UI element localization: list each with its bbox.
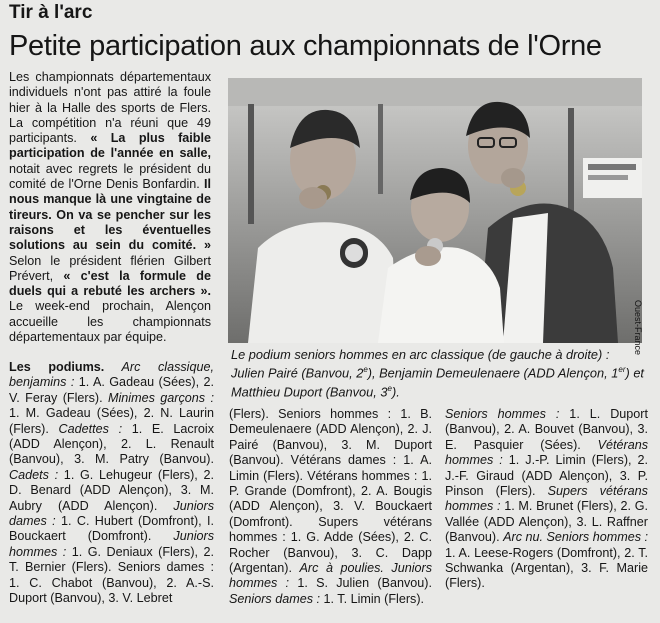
results-segment: (Flers). Seniors hommes : 1. B. Demeulenaere (ADD Alençon), 2. J. Pairé (Banvou), 3. M. Duport (Banvou). Vétérans dames : 1. A. Limin (Flers). Vétérans hommes : 1. P. Grande (Domfront), 2. A. Bougis (ADD Alençon), 3. V. Bouckaert (Domfront). Supers vétérans hommes : 1. G. Adde (Sées), 2. C. Rocher (Banvou), 3. C. Dapp (Argentan).	[229, 407, 432, 576]
results-segment: Vétérans hommes :	[445, 437, 648, 468]
results-segment: 1. A. Leese-Rogers (Domfront), 2. T. Schwanka (Argentan), 3. F. Marie (Flers).	[445, 545, 648, 591]
intro-segment: Il nous manque là une vingtaine de tireurs. On va se pencher sur les raisons et les éventuelles solutions au sein du comité. »	[9, 177, 211, 253]
results-segment: 1. M. Gadeau (Sées), 2. N. Laurin (Flers).	[9, 406, 214, 436]
results-segment: 1. J.-P. Limin (Flers), 2. J.-F. Giraud (ADD Alençon), 3. P. Pinson (Flers).	[445, 453, 649, 499]
results-segment: Cadets :	[9, 467, 59, 482]
results-segment: Seniors hommes :	[445, 407, 560, 421]
intro-segment: Les championnats départementaux individuels n'ont pas attiré la foule hier à la Halle des sports de Flers. La compétition n'a réuni que 49 participants.	[9, 70, 211, 146]
results-segment: 1. T. Limin (Flers).	[320, 591, 425, 606]
results-segment: 1. G. Lehugeur (Flers), 2. D. Benard (ADD Alençon), 3. M. Aubry (ADD Alençon).	[9, 467, 215, 513]
results-segment: Juniors dames :	[9, 498, 214, 529]
headline: Petite participation aux championnats de l'Orne	[9, 30, 602, 62]
results-column-3	[445, 407, 648, 592]
caption-mid-2: ) et Matthieu Duport (Banvou, 3	[231, 365, 644, 400]
results-segment: 1. C. Hubert (Domfront), I. Bouckaert (Domfront).	[9, 514, 214, 544]
caption-mid-1: ), Benjamin Demeulenaere (ADD Alençon, 1	[367, 365, 619, 381]
results-column-2	[229, 407, 432, 607]
results-segment: Cadettes :	[58, 421, 123, 436]
caption-lead: Le podium seniors hommes en arc classique (de gauche à droite) : Julien Pairé (Banvou, 2	[231, 347, 610, 381]
results-column-1	[9, 360, 214, 607]
results-segment: 1. M. Brunet (Flers), 2. G. Vallée (ADD Alençon), 3. L. Raffner (Banvou).	[445, 499, 648, 545]
caption-end: ).	[391, 384, 400, 400]
results-segment: Arc classique, benjamins :	[9, 360, 214, 390]
intro-paragraph	[9, 70, 211, 345]
caption-sup-1: e	[363, 365, 368, 375]
intro-segment: « c'est la formule de duels qui a rebuté les archers ».	[9, 268, 211, 299]
results-segment: Supers vétérans hommes :	[445, 484, 648, 514]
results-segment: 1. A. Gadeau (Sées), 2. V. Feray (Flers).	[9, 375, 214, 405]
photo-credit: Ouest-France	[633, 300, 643, 356]
results-segment: 1. E. Lacroix (ADD Alençon), 2. L. Renault (Banvou), 3. M. Patry (Banvou).	[9, 421, 215, 467]
caption-sup-3: e	[387, 384, 392, 394]
intro-segment: Le week-end prochain, Alençon accueille les championnats départementaux par équipe.	[9, 299, 211, 345]
podium-photo	[228, 78, 642, 343]
results-segment: 1. G. Deniaux (Flers), 2. T. Bernier (Flers). Seniors dames : 1. C. Chabot (Banvou), 2. A.-S. Duport (Banvou), 3. V. Lebret	[9, 544, 214, 606]
results-segment: Seniors dames :	[229, 591, 320, 606]
intro-segment: « La plus faible participation de l'année en salle,	[9, 131, 211, 161]
results-segment: Les podiums.	[9, 360, 105, 374]
results-segment: Juniors hommes :	[9, 529, 214, 559]
intro-segment: Selon le président flérien Gilbert Prévert,	[9, 253, 211, 283]
podium-photo-illustration	[228, 78, 642, 343]
results-segment: 1. L. Duport (Banvou), 2. A. Bouvet (Banvou), 3. E. Pasquier (Sées).	[445, 407, 648, 452]
photo-caption	[231, 347, 646, 400]
results-segment: Arc à poulies. Juniors hommes :	[229, 561, 432, 591]
results-segment: 1. S. Julien (Banvou).	[289, 576, 433, 591]
caption-sup-2: er	[618, 365, 626, 375]
results-segment: Arc nu. Seniors hommes :	[503, 530, 648, 545]
intro-segment: notait avec regrets le président du comité de l'Orne Denis Bonfardin.	[9, 161, 211, 192]
results-segment: Minimes garçons :	[108, 390, 214, 405]
kicker: Tir à l'arc	[9, 2, 93, 23]
